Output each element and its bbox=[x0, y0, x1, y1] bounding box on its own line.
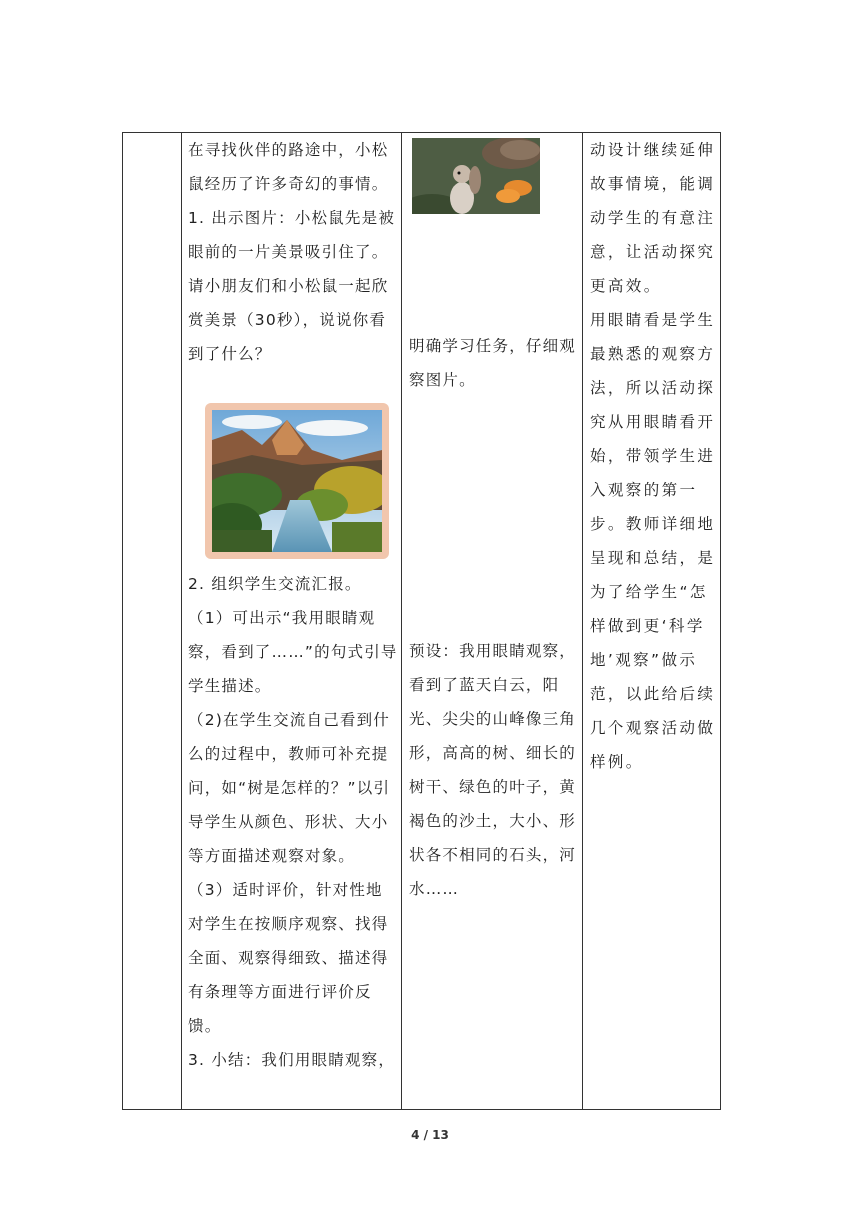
task-paragraph: 明确学习任务，仔细观察图片。 bbox=[409, 337, 577, 389]
intent-paragraph-1: 动设计继续延伸故事情境，能调动学生的有意注意，让活动探究更高效。 bbox=[590, 141, 716, 295]
step-1-paragraph: 1. 出示图片：小松鼠先是被眼前的一片美景吸引住了。请小朋友们和小松鼠一起欣赏美景（30秒），说说你看到了什么？ bbox=[188, 209, 396, 363]
design-intent-cell bbox=[590, 133, 716, 779]
column-divider bbox=[401, 133, 402, 1109]
step-2-paragraph: 2. 组织学生交流汇报。 bbox=[188, 575, 362, 593]
column-divider bbox=[582, 133, 583, 1109]
landscape-image bbox=[205, 403, 389, 559]
intro-paragraph: 在寻找伙伴的路途中，小松鼠经历了许多奇幻的事情。 bbox=[188, 141, 389, 193]
summary-paragraph: 3. 小结：我们用眼睛观察， bbox=[188, 1051, 396, 1069]
step-2-1-paragraph: （1）可出示“我用眼睛观察，看到了……”的句式引导学生描述。 bbox=[188, 609, 398, 695]
step-2-3-paragraph: （3）适时评价，针对性地对学生在按顺序观察、找得全面、观察得细致、描述得有条理等方面进行评价反馈。 bbox=[188, 881, 389, 1035]
preset-paragraph: 预设：我用眼睛观察，看到了蓝天白云，阳光、尖尖的山峰像三角形，高高的树、细长的树干、绿色的叶子，黄褐色的沙土，大小、形状各不相同的石头，河水…… bbox=[409, 642, 577, 898]
step-2-2-paragraph: （2)在学生交流自己看到什么的过程中，教师可补充提问，如“树是怎样的？”以引导学生从颜色、形状、大小等方面描述观察对象。 bbox=[188, 711, 391, 865]
column-divider bbox=[181, 133, 182, 1109]
squirrel-image bbox=[412, 138, 540, 218]
page-number: 4 / 13 bbox=[411, 1128, 449, 1142]
intent-paragraph-2: 用眼睛看是学生最熟悉的观察方法，所以活动探究从用眼睛看开始，带领学生进入观察的第一步。教师详细地呈现和总结，是为了给学生“怎样做到更‘科学地’观察”做示范，以此给后续几个观察活动做样例。 bbox=[590, 311, 716, 771]
teacher-activity-cell bbox=[188, 133, 398, 1077]
lesson-table bbox=[122, 132, 721, 1110]
